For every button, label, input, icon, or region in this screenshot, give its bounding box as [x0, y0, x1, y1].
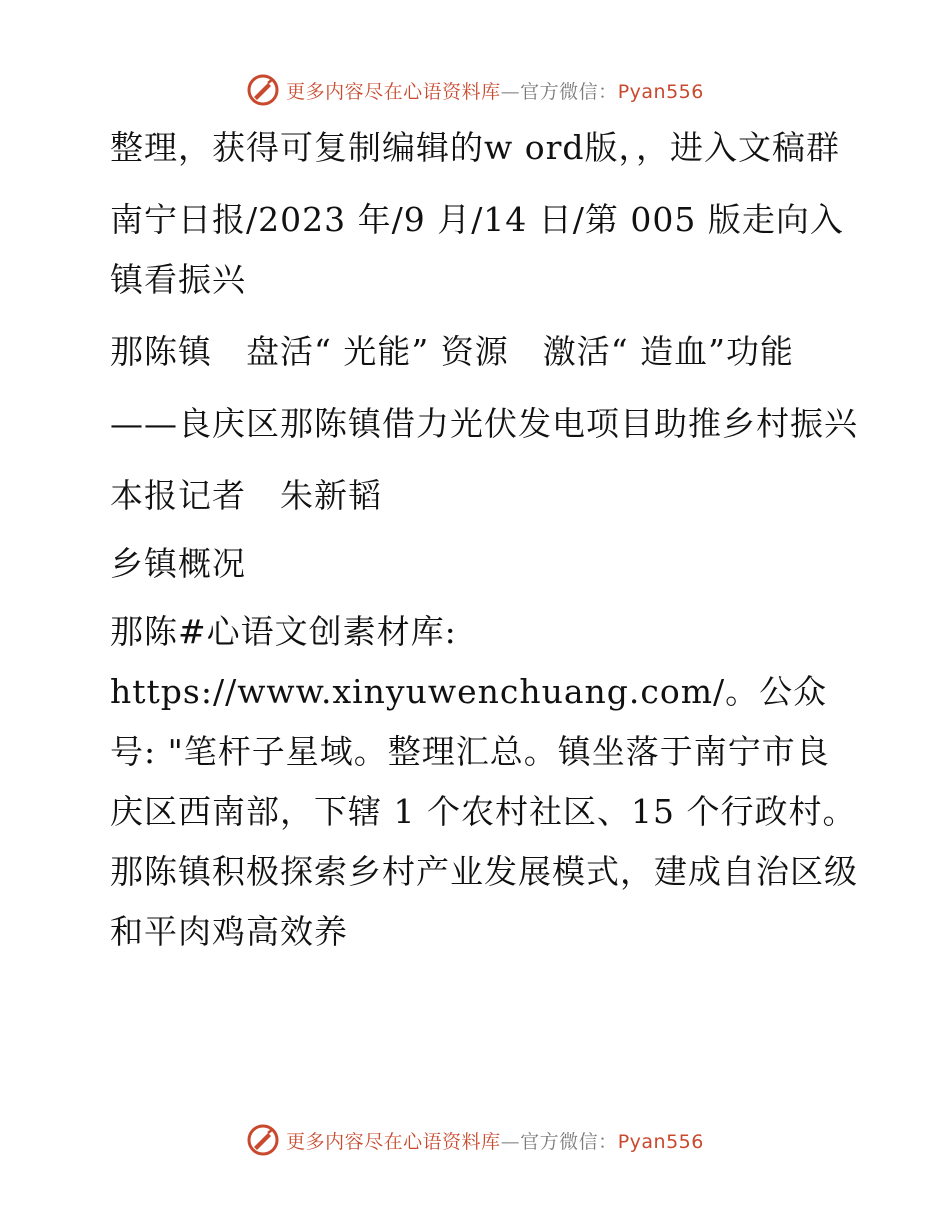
article-subheadline: ——良庆区那陈镇借力光伏发电项目助推乡村振兴	[110, 404, 858, 443]
banner-wechat-id: Pyan556	[617, 1130, 704, 1153]
article-headline: 那陈镇 盘活“ 光能” 资源 激活“ 造血”功能	[110, 332, 794, 371]
header-watermark-banner	[0, 70, 950, 110]
banner-separator: —	[500, 80, 521, 103]
quill-logo-icon	[246, 1123, 280, 1157]
document-body	[98, 118, 858, 974]
banner-title: 更多内容尽在心语资料库	[286, 80, 501, 103]
section-heading: 乡镇概况	[110, 544, 246, 583]
banner-wechat-label: 官方微信：	[520, 1130, 618, 1153]
banner-wechat-label: 官方微信：	[520, 80, 618, 103]
paragraph-intro: 整理，获得可复制编辑的w ord版，，进入文稿群	[110, 128, 841, 167]
reporter-byline: 本报记者 朱新韬	[110, 476, 382, 515]
footer-watermark-banner	[0, 1120, 950, 1160]
banner-wechat-id: Pyan556	[617, 80, 704, 103]
quill-logo-icon	[246, 73, 280, 107]
banner-title: 更多内容尽在心语资料库	[286, 1130, 501, 1153]
paragraph-source: 南宁日报/2023 年/9 月/14 日/第 005 版走向入镇看振兴	[110, 200, 844, 299]
paragraph-body: 那陈#心语文创素材库: https://www.xinyuwenchuang.com/。公众号: "笔杆子星域。整理汇总。镇坐落于南宁市良庆区西南部，下辖 1 个农村社区、15 个行政村。那陈镇积极探索乡村产业发展模式，建成自治区级和平肉鸡高效养	[110, 612, 858, 951]
banner-separator: —	[500, 1130, 521, 1153]
